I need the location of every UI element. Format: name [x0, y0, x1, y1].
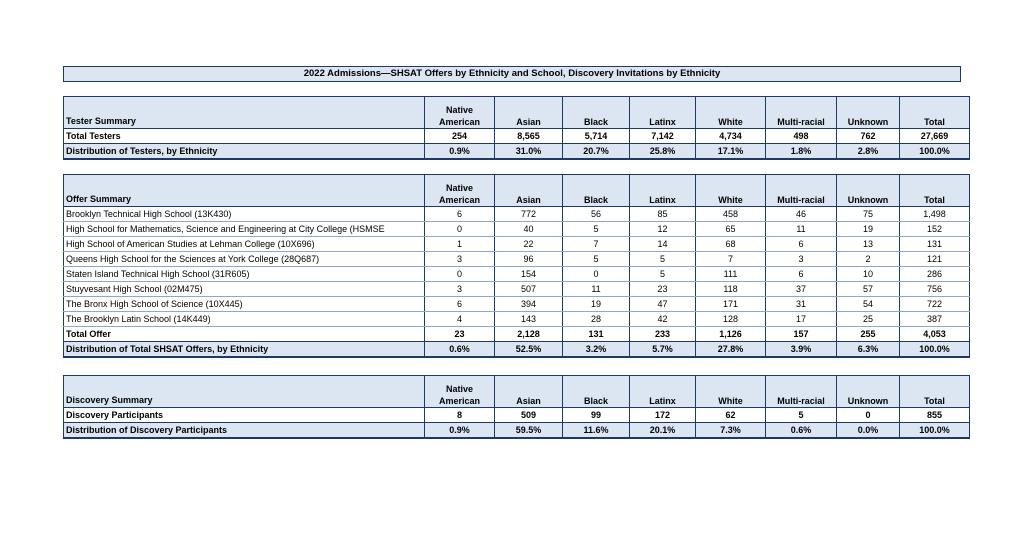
- header-row: [64, 97, 970, 129]
- cell: 17.1%: [696, 144, 766, 160]
- cell: 7.3%: [696, 423, 766, 439]
- row-label: Total Testers: [64, 129, 425, 144]
- cell: 12: [630, 222, 696, 237]
- cell: 46: [766, 207, 837, 222]
- cell: 62: [696, 408, 766, 423]
- cell: 131: [563, 327, 630, 342]
- cell: 37: [766, 282, 837, 297]
- col-native-american: Native American: [425, 175, 495, 207]
- total-offer-row: [64, 327, 970, 342]
- cell: 172: [630, 408, 696, 423]
- cell: 509: [495, 408, 563, 423]
- school-row: [64, 252, 970, 267]
- report-title: 2022 Admissions—SHSAT Offers by Ethnicity and School, Discovery Invitations by Ethnicity: [63, 66, 961, 82]
- cell: 11: [766, 222, 837, 237]
- cell: 154: [495, 267, 563, 282]
- school-row: [64, 267, 970, 282]
- cell: 255: [837, 327, 900, 342]
- cell: 59.5%: [495, 423, 563, 439]
- cell: 143: [495, 312, 563, 327]
- col-native-american: Native American: [425, 97, 495, 129]
- cell: 5: [766, 408, 837, 423]
- col-multi-racial: Multi-racial: [766, 97, 837, 129]
- cell: 20.7%: [563, 144, 630, 160]
- cell: 22: [495, 237, 563, 252]
- cell: 10: [837, 267, 900, 282]
- col-black: Black: [563, 175, 630, 207]
- cell: 11.6%: [563, 423, 630, 439]
- col-total: Total: [900, 376, 970, 408]
- section-heading: Tester Summary: [64, 97, 425, 129]
- cell: 1,498: [900, 207, 970, 222]
- school-row: [64, 297, 970, 312]
- cell: 4,053: [900, 327, 970, 342]
- cell: 47: [630, 297, 696, 312]
- tester-summary-table: [63, 96, 970, 160]
- cell: 23: [630, 282, 696, 297]
- cell: 3: [766, 252, 837, 267]
- cell: 0.9%: [425, 423, 495, 439]
- cell: 855: [900, 408, 970, 423]
- cell: 7: [563, 237, 630, 252]
- cell: 233: [630, 327, 696, 342]
- cell: 68: [696, 237, 766, 252]
- cell: 118: [696, 282, 766, 297]
- cell: 4,734: [696, 129, 766, 144]
- cell: 3: [425, 282, 495, 297]
- cell: 3.2%: [563, 342, 630, 358]
- school-row: [64, 312, 970, 327]
- school-name: Staten Island Technical High School (31R605): [64, 267, 425, 282]
- cell: 394: [495, 297, 563, 312]
- cell: 1.8%: [766, 144, 837, 160]
- cell: 254: [425, 129, 495, 144]
- cell: 2: [837, 252, 900, 267]
- cell: 13: [837, 237, 900, 252]
- cell: 100.0%: [900, 144, 970, 160]
- cell: 20.1%: [630, 423, 696, 439]
- cell: 56: [563, 207, 630, 222]
- cell: 65: [696, 222, 766, 237]
- cell: 31.0%: [495, 144, 563, 160]
- col-total: Total: [900, 175, 970, 207]
- school-row: [64, 282, 970, 297]
- row-label: Distribution of Total SHSAT Offers, by Ethnicity: [64, 342, 425, 358]
- cell: 5.7%: [630, 342, 696, 358]
- cell: 157: [766, 327, 837, 342]
- col-total: Total: [900, 97, 970, 129]
- cell: 75: [837, 207, 900, 222]
- cell: 762: [837, 129, 900, 144]
- cell: 4: [425, 312, 495, 327]
- cell: 100.0%: [900, 423, 970, 439]
- cell: 42: [630, 312, 696, 327]
- cell: 0: [425, 267, 495, 282]
- cell: 111: [696, 267, 766, 282]
- cell: 2.8%: [837, 144, 900, 160]
- col-black: Black: [563, 376, 630, 408]
- cell: 507: [495, 282, 563, 297]
- header-row: [64, 175, 970, 207]
- cell: 6: [766, 267, 837, 282]
- school-name: Brooklyn Technical High School (13K430): [64, 207, 425, 222]
- cell: 0.6%: [425, 342, 495, 358]
- section-heading: Discovery Summary: [64, 376, 425, 408]
- cell: 5: [630, 252, 696, 267]
- row-label: Distribution of Testers, by Ethnicity: [64, 144, 425, 160]
- cell: 5,714: [563, 129, 630, 144]
- cell: 31: [766, 297, 837, 312]
- cell: 8: [425, 408, 495, 423]
- col-white: White: [696, 175, 766, 207]
- cell: 6.3%: [837, 342, 900, 358]
- school-name: The Brooklyn Latin School (14K449): [64, 312, 425, 327]
- cell: 0: [425, 222, 495, 237]
- cell: 17: [766, 312, 837, 327]
- school-name: Queens High School for the Sciences at York College (28Q687): [64, 252, 425, 267]
- school-name: High School for Mathematics, Science and Engineering at City College (HSMSE: [64, 222, 425, 237]
- cell: 0.9%: [425, 144, 495, 160]
- offer-summary-table: [63, 174, 970, 358]
- cell: 0.0%: [837, 423, 900, 439]
- header-row: [64, 376, 970, 408]
- discovery-summary-table: [63, 375, 970, 439]
- col-white: White: [696, 376, 766, 408]
- cell: 7: [696, 252, 766, 267]
- cell: 27.8%: [696, 342, 766, 358]
- cell: 5: [563, 252, 630, 267]
- cell: 28: [563, 312, 630, 327]
- school-name: Stuyvesant High School (02M475): [64, 282, 425, 297]
- col-multi-racial: Multi-racial: [766, 175, 837, 207]
- cell: 19: [563, 297, 630, 312]
- school-name: High School of American Studies at Lehman College (10X696): [64, 237, 425, 252]
- cell: 171: [696, 297, 766, 312]
- cell: 152: [900, 222, 970, 237]
- cell: 756: [900, 282, 970, 297]
- cell: 25.8%: [630, 144, 696, 160]
- cell: 57: [837, 282, 900, 297]
- col-latinx: Latinx: [630, 376, 696, 408]
- cell: 1: [425, 237, 495, 252]
- cell: 85: [630, 207, 696, 222]
- cell: 128: [696, 312, 766, 327]
- cell: 722: [900, 297, 970, 312]
- cell: 54: [837, 297, 900, 312]
- school-row: [64, 207, 970, 222]
- col-asian: Asian: [495, 376, 563, 408]
- school-name: The Bronx High School of Science (10X445): [64, 297, 425, 312]
- cell: 121: [900, 252, 970, 267]
- tester-distribution-row: [64, 144, 970, 160]
- col-multi-racial: Multi-racial: [766, 376, 837, 408]
- col-unknown: Unknown: [837, 97, 900, 129]
- cell: 2,128: [495, 327, 563, 342]
- total-testers-row: [64, 129, 970, 144]
- cell: 772: [495, 207, 563, 222]
- cell: 7,142: [630, 129, 696, 144]
- cell: 100.0%: [900, 342, 970, 358]
- row-label: Total Offer: [64, 327, 425, 342]
- cell: 6: [425, 297, 495, 312]
- cell: 131: [900, 237, 970, 252]
- cell: 3.9%: [766, 342, 837, 358]
- cell: 99: [563, 408, 630, 423]
- cell: 19: [837, 222, 900, 237]
- cell: 25: [837, 312, 900, 327]
- school-row: [64, 222, 970, 237]
- cell: 286: [900, 267, 970, 282]
- discovery-distribution-row: [64, 423, 970, 439]
- col-black: Black: [563, 97, 630, 129]
- cell: 8,565: [495, 129, 563, 144]
- cell: 3: [425, 252, 495, 267]
- section-heading: Offer Summary: [64, 175, 425, 207]
- cell: 458: [696, 207, 766, 222]
- cell: 6: [425, 207, 495, 222]
- col-unknown: Unknown: [837, 175, 900, 207]
- cell: 11: [563, 282, 630, 297]
- col-native-american: Native American: [425, 376, 495, 408]
- col-white: White: [696, 97, 766, 129]
- cell: 96: [495, 252, 563, 267]
- school-row: [64, 237, 970, 252]
- cell: 0.6%: [766, 423, 837, 439]
- cell: 5: [630, 267, 696, 282]
- col-asian: Asian: [495, 97, 563, 129]
- cell: 27,669: [900, 129, 970, 144]
- cell: 498: [766, 129, 837, 144]
- cell: 52.5%: [495, 342, 563, 358]
- cell: 0: [837, 408, 900, 423]
- cell: 6: [766, 237, 837, 252]
- offer-distribution-row: [64, 342, 970, 358]
- row-label: Discovery Participants: [64, 408, 425, 423]
- cell: 23: [425, 327, 495, 342]
- col-latinx: Latinx: [630, 175, 696, 207]
- cell: 5: [563, 222, 630, 237]
- cell: 40: [495, 222, 563, 237]
- discovery-participants-row: [64, 408, 970, 423]
- cell: 0: [563, 267, 630, 282]
- cell: 14: [630, 237, 696, 252]
- col-unknown: Unknown: [837, 376, 900, 408]
- col-latinx: Latinx: [630, 97, 696, 129]
- col-asian: Asian: [495, 175, 563, 207]
- cell: 387: [900, 312, 970, 327]
- row-label: Distribution of Discovery Participants: [64, 423, 425, 439]
- cell: 1,126: [696, 327, 766, 342]
